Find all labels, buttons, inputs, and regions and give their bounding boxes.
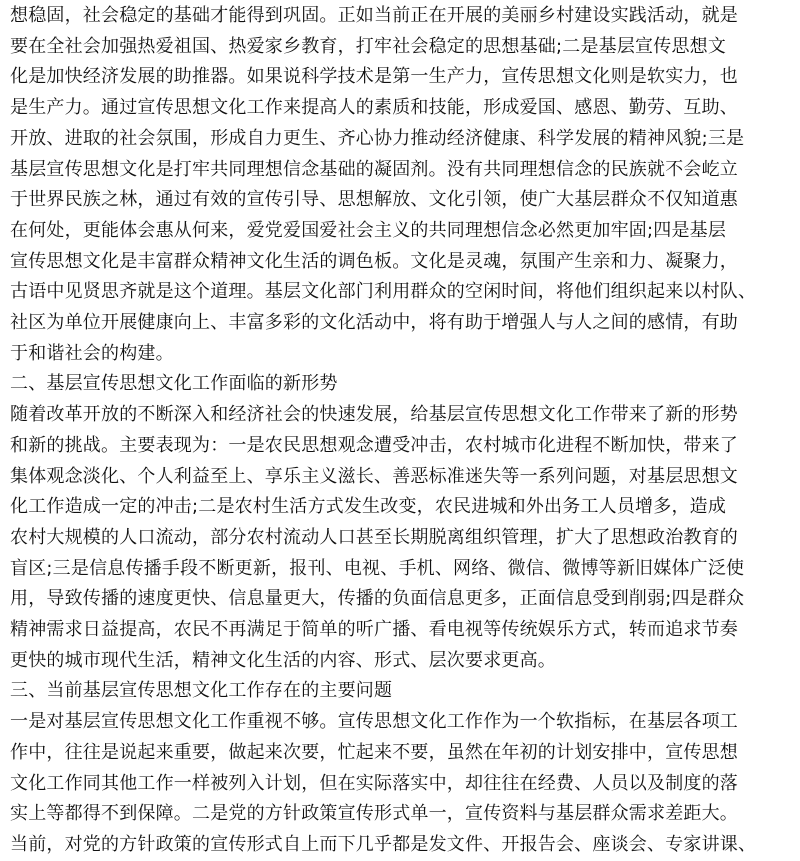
text-line: 化工作造成一定的冲击;二是农村生活方式发生改变，农民进城和外出务工人员增多，造成 xyxy=(10,496,727,518)
section-heading-3: 三、当前基层宣传思想文化工作存在的主要问题 xyxy=(10,680,393,702)
text-line: 实上等都得不到保障。二是党的方针政策宣传形式单一，宣传资料与基层群众需求差距大。 xyxy=(10,803,738,825)
text-line: 于世界民族之林，通过有效的宣传引导、思想解放、文化引领，使广大基层群众不仅知道惠 xyxy=(10,189,738,211)
text-line: 农村大规模的人口流动，部分农村流动人口甚至长期脱离组织管理，扩大了思想政治教育的 xyxy=(10,526,738,548)
section-heading-2: 二、基层宣传思想文化工作面临的新形势 xyxy=(10,373,338,395)
text-line: 要在全社会加强热爱祖国、热爱家乡教育，打牢社会稳定的思想基础;二是基层宣传思想文 xyxy=(10,35,727,57)
text-line: 集体观念淡化、个人利益至上、享乐主义滋长、善恶标准迷失等一系列问题，对基层思想文 xyxy=(10,465,738,487)
text-line: 随着改革开放的不断深入和经济社会的快速发展，给基层宣传思想文化工作带来了新的形势 xyxy=(10,404,738,426)
text-line: 宣传思想文化是丰富群众精神文化生活的调色板。文化是灵魂，氛围产生亲和力、凝聚力， xyxy=(10,250,738,272)
text-line: 想稳固，社会稳定的基础才能得到巩固。正如当前正在开展的美丽乡村建设实践活动，就是 xyxy=(10,5,738,26)
text-line: 开放、进取的社会氛围，形成自力更生、齐心协力推动经济健康、科学发展的精神风貌;三是 xyxy=(10,127,745,149)
text-line: 古语中见贤思齐就是这个道理。基层文化部门利用群众的空闲时间，将他们组织起来以村队、 xyxy=(10,281,757,303)
text-line: 用，导致传播的速度更快、信息量更大，传播的负面信息更多，正面信息受到削弱;四是群众 xyxy=(10,588,745,610)
text-line: 和新的挑战。主要表现为：一是农民思想观念遭受冲击，农村城市化进程不断加快，带来了 xyxy=(10,434,738,456)
text-line: 当前，对党的方针政策的宣传形式自上而下几乎都是发文件、开报告会、座谈会、专家讲课、 xyxy=(10,833,757,855)
text-line: 精神需求日益提高，农民不再满足于简单的听广播、看电视等传统娱乐方式，转而追求节奏 xyxy=(10,619,738,640)
text-line: 在何处，更能体会惠从何来，爱党爱国爱社会主义的共同理想信念必然更加牢固;四是基层 xyxy=(10,219,727,241)
text-line: 更快的城市现代生活，精神文化生活的内容、形式、层次要求更高。 xyxy=(10,649,556,671)
text-line: 化是加快经济发展的助推器。如果说科学技术是第一生产力，宣传思想文化则是软实力，也 xyxy=(10,66,738,88)
text-line: 是生产力。通过宣传思想文化工作来提高人的素质和技能，形成爱国、感恩、勤劳、互助、 xyxy=(10,97,738,119)
text-line: 于和谐社会的构建。 xyxy=(10,342,174,364)
text-line: 社区为单位开展健康向上、丰富多彩的文化活动中，将有助于增强人与人之间的感情，有助 xyxy=(10,312,738,333)
text-line: 一是对基层宣传思想文化工作重视不够。宣传思想文化工作作为一个软指标，在基层各项工 xyxy=(10,711,738,733)
text-line: 盲区;三是信息传播手段不断更新，报刊、电视、手机、网络、微信、微博等新旧媒体广泛使 xyxy=(10,557,745,579)
text-line: 作中，往往是说起来重要，做起来次要，忙起来不要，虽然在年初的计划安排中，宣传思想 xyxy=(10,741,738,763)
text-line: 基层宣传思想文化是打牢共同理想信念基础的凝固剂。没有共同理想信念的民族就不会屹立 xyxy=(10,158,738,180)
text-line: 文化工作同其他工作一样被列入计划，但在实际落实中，却往往在经费、人员以及制度的落 xyxy=(10,772,738,794)
